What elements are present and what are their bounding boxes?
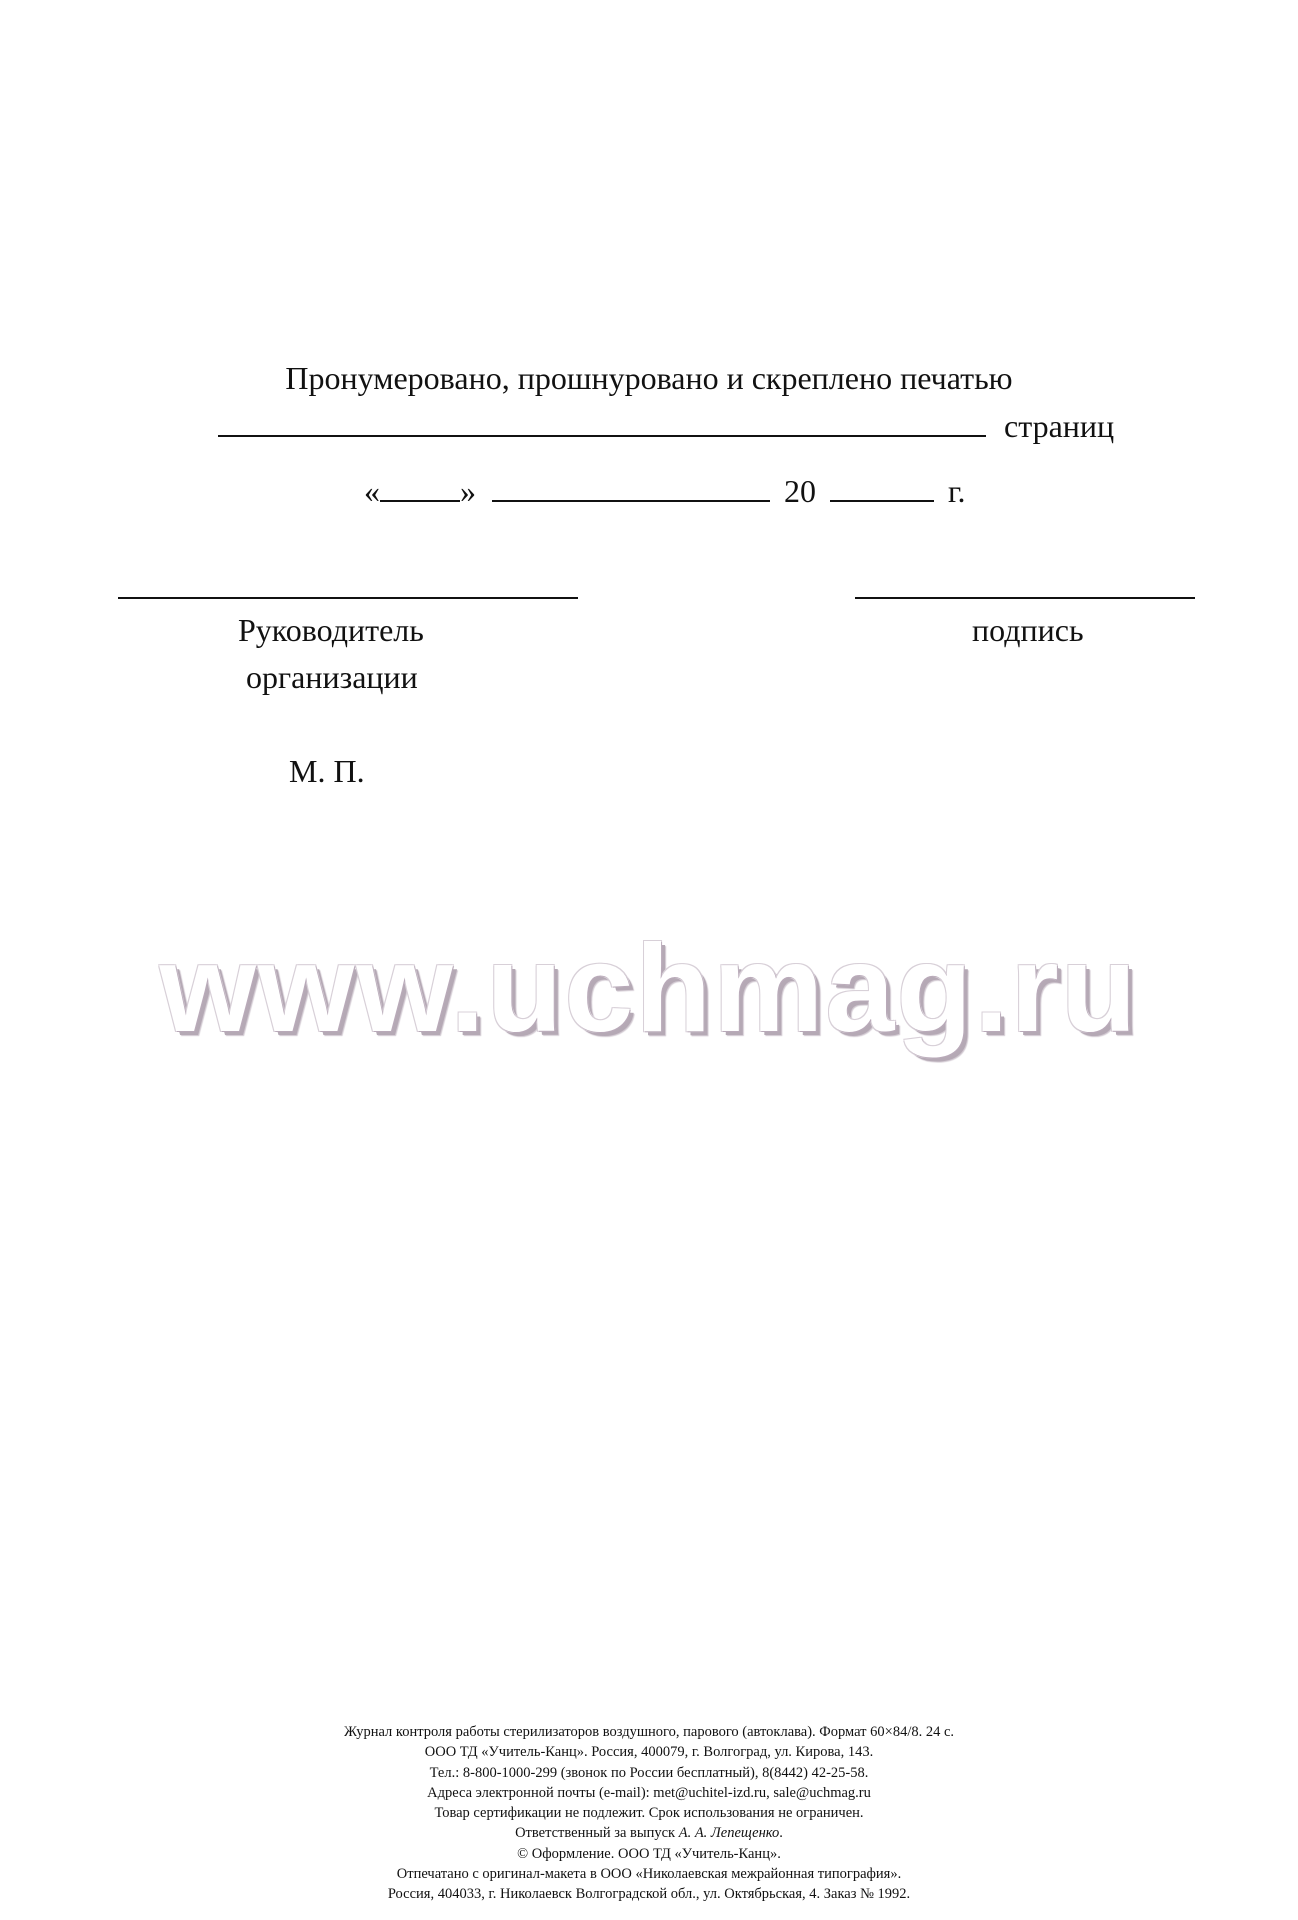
imprint-line: Товар сертификации не подлежит. Срок использования не ограничен. xyxy=(434,1805,864,1822)
imprint-line: ООО ТД «Учитель-Канц». Россия, 400079, г. Волгоград, ул. Кирова, 143. xyxy=(424,1744,874,1761)
imprint-line: Адреса электронной почты (e-mail): met@uchitel-izd.ru, sale@uchmag.ru xyxy=(427,1784,871,1801)
head-name-rule xyxy=(118,597,578,599)
pages-count-line xyxy=(218,405,1114,446)
stamp-label: М. П. xyxy=(289,753,365,789)
date-line xyxy=(364,470,966,511)
year-prefix: 20 xyxy=(784,473,816,509)
signature-rule xyxy=(855,597,1195,599)
imprint-line: © Оформление. ООО ТД «Учитель-Канц». xyxy=(517,1845,781,1862)
head-label-line1: Руководитель xyxy=(238,612,424,648)
responsible-suffix: . xyxy=(779,1825,783,1842)
signature-label: подпись xyxy=(972,612,1084,648)
responsible-name: А. А. Лепещенко xyxy=(678,1825,780,1842)
imprint-line: Журнал контроля работы стерилизаторов воздушного, парового (автоклава). Формат 60×84/8. 24 с. xyxy=(343,1724,955,1740)
day-blank xyxy=(380,470,460,502)
head-label-line2: организации xyxy=(246,659,418,695)
date-open-quote: « xyxy=(364,473,380,509)
responsible-prefix: Ответственный за выпуск xyxy=(515,1825,676,1842)
imprint-block xyxy=(0,1722,1298,1905)
pages-suffix: страниц xyxy=(1004,408,1115,444)
imprint-line: Тел.: 8-800-1000-299 (звонок по России бесплатный), 8(8442) 42-25-58. xyxy=(429,1764,869,1781)
imprint-line: Отпечатано с оригинал-макета в ООО «Николаевская межрайонная типография». xyxy=(396,1866,902,1883)
watermark: www.uchmag.ru xyxy=(159,920,1139,1058)
pages-count-blank xyxy=(218,405,986,437)
year-blank xyxy=(830,470,934,502)
date-close-quote: » xyxy=(460,473,476,509)
year-suffix: г. xyxy=(948,473,966,509)
imprint-line-responsible xyxy=(0,1823,1298,1843)
month-blank xyxy=(492,470,770,502)
imprint-line: Россия, 404033, г. Николаевск Волгоградской обл., ул. Октябрьская, 4. Заказ № 1992. xyxy=(387,1886,911,1903)
certification-heading: Пронумеровано, прошнуровано и скреплено печатью xyxy=(285,360,1013,396)
